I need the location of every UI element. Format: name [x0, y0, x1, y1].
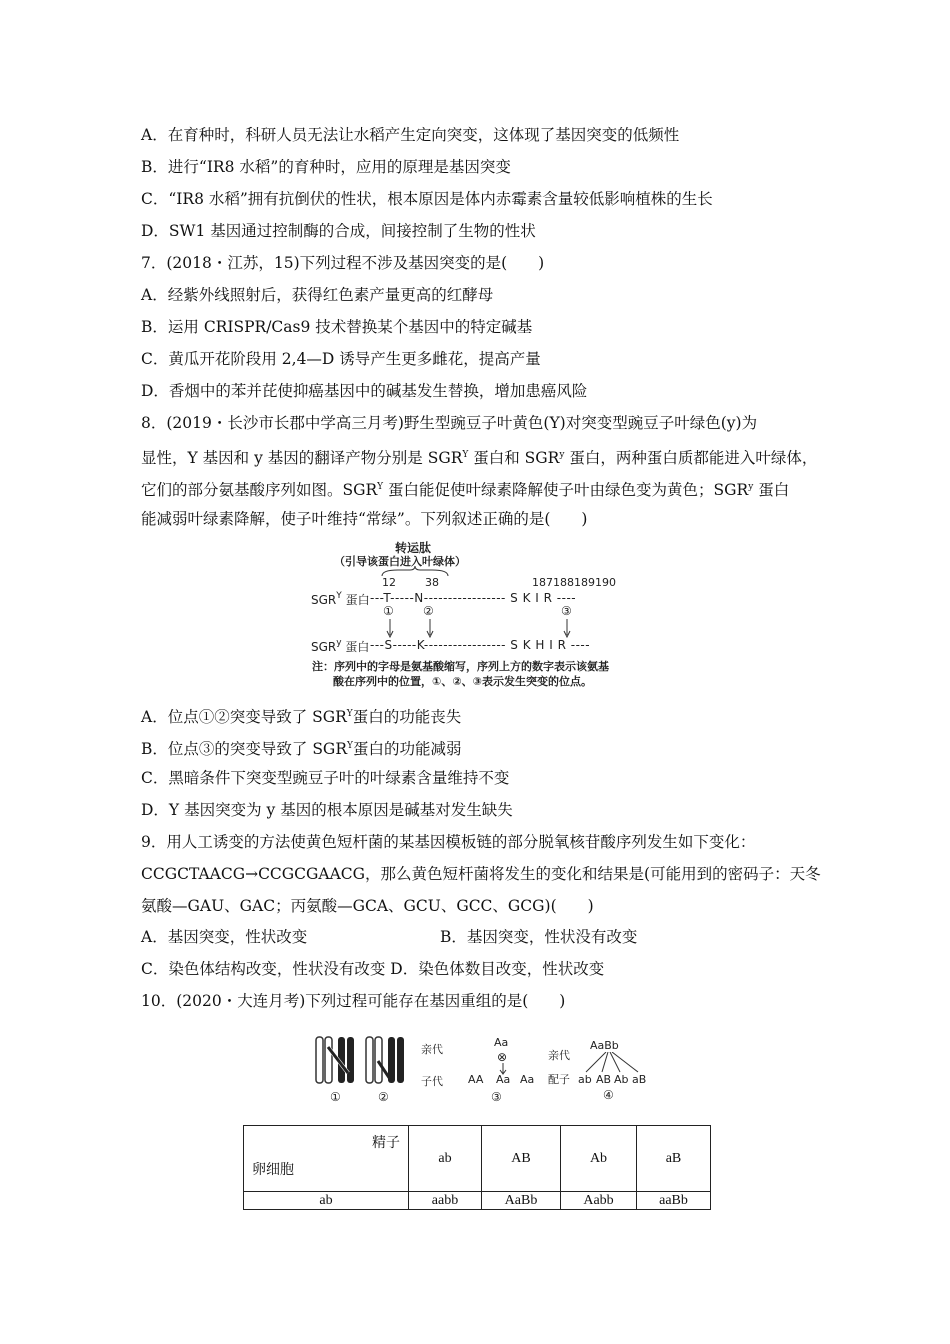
fig-row-sgrY-seq: ---T-----N----------------- S K I R ----: [370, 591, 577, 605]
fig-row-sgry: SGR$^y$ 蛋白: [311, 638, 370, 654]
q10-stem: 10．(2020・大连月考)下列过程可能存在基因重组的是( ): [141, 992, 566, 1010]
fig-label-3: ③: [491, 1090, 502, 1104]
fig-transit-peptide-title: 转运肽: [395, 541, 432, 555]
fig-aabb-parent: AaBb: [590, 1039, 619, 1052]
table-header: Ab: [561, 1126, 637, 1192]
fig-gamete-1: ab: [578, 1073, 592, 1086]
fig-site-1: ①: [383, 604, 394, 618]
q7-stem: 7．(2018・江苏，15)下列过程不涉及基因突变的是( ): [141, 254, 545, 272]
fig-child-label: 子代: [421, 1075, 443, 1088]
table-cell: aaBb: [637, 1192, 711, 1210]
q9-stem-line1: 9．用人工诱变的方法使黄色短杆菌的某基因模板链的部分脱氧核苷酸序列发生如下变化：: [141, 833, 756, 851]
fig-label-1: ①: [330, 1090, 341, 1104]
table-cell: Aabb: [561, 1192, 637, 1210]
fig-pos-38: 38: [425, 576, 439, 589]
fig-pos-187-190: 187188189190: [532, 576, 616, 589]
q8-stem-line2: 显性，Y 基因和 y 基因的翻译产物分别是 $SGR^Y$ 蛋白和 SGR$^y$ 蛋白，两种蛋白质都能进入叶绿体，: [141, 449, 818, 467]
table-header: ab: [409, 1126, 482, 1192]
q9-option-a: A．基因突变，性状改变: [141, 928, 308, 946]
fig-note-line1: 注：序列中的字母是氨基酸缩写，序列上方的数字表示该氨基: [312, 660, 609, 673]
sperm-header: 精子: [372, 1136, 400, 1151]
fig-gamete-arrows: [578, 1052, 648, 1074]
chromosome-pairs-figure: [310, 1033, 405, 1088]
table-header: AB: [482, 1126, 561, 1192]
q6-option-a: A．在育种时，科研人员无法让水稻产生定向突变，这体现了基因突变的低频性: [141, 126, 680, 144]
q6-option-b: B．进行“IR8 水稻”的育种时，应用的原理是基因突变: [141, 158, 511, 176]
q9-stem-line2: CCGCTAACG→CCGCGAACG，那么黄色短杆菌将发生的变化和结果是(可能用到的密码子：天冬: [141, 865, 821, 883]
q8-option-a: A．位点①②突变导致了 $SGR^Y$蛋白的功能丧失: [141, 708, 462, 726]
q7-option-b: B．运用 CRISPR/Cas9 技术替换某个基因中的特定碱基: [141, 318, 533, 336]
fig-selfing-symbol: ⊗: [497, 1050, 508, 1064]
fig-gamete-3: Ab: [614, 1073, 629, 1086]
q8-stem-line1: 8．(2019・长沙市长郡中学高三月考)野生型豌豆子叶黄色(Y)对突变型豌豆子叶绿色(y)为: [141, 414, 758, 432]
q7-option-d: D．香烟中的苯并芘使抑癌基因中的碱基发生替换，增加患癌风险: [141, 382, 588, 400]
table-row: [244, 1192, 711, 1210]
fig-offspring-3: Aa: [520, 1073, 535, 1086]
fig-site-3: ③: [561, 604, 572, 618]
q8-option-d: D．Y 基因突变为 y 基因的根本原因是碱基对发生缺失: [141, 801, 513, 819]
gamete-table: [243, 1125, 711, 1210]
q6-option-d: D．SW1 基因通过控制酶的合成，间接控制了生物的性状: [141, 222, 536, 240]
fig-offspring-2: Aa: [496, 1073, 511, 1086]
egg-header: 卵细胞: [252, 1163, 294, 1178]
fig-transit-peptide-subtitle: （引导该蛋白进入叶绿体）: [334, 555, 466, 568]
table-cell: aabb: [409, 1192, 482, 1210]
q9-option-b: B．基因突变，性状没有改变: [440, 928, 638, 946]
fig-gamete-2: AB: [596, 1073, 612, 1086]
fig-label-4: ④: [603, 1088, 614, 1102]
fig-row-sgrY: $SGR^Y$ 蛋白: [311, 591, 370, 607]
fig-gamete-label: 配子: [548, 1073, 570, 1086]
q8-stem-line4: 能减弱叶绿素降解，使子叶维持“常绿”。下列叙述正确的是( ): [141, 510, 588, 528]
fig-row-sgry-seq: ---S-----K----------------- S K H I R ----: [370, 638, 591, 652]
q9-option-cd: C．染色体结构改变，性状没有改变 D．染色体数目改变，性状改变: [141, 960, 605, 978]
fig-pos-12: 12: [382, 576, 396, 589]
q7-option-a: A．经紫外线照射后，获得红色素产量更高的红酵母: [141, 286, 494, 304]
q8-stem-line3: 它们的部分氨基酸序列如图。$SGR^Y$ 蛋白能促使叶绿素降解使子叶由绿色变为黄色；SGR$^y$ 蛋白: [141, 481, 790, 499]
fig-note-line2: 酸在序列中的位置，①、②、③表示发生突变的位点。: [333, 675, 592, 688]
fig-site-2: ②: [423, 604, 434, 618]
table-header: aB: [637, 1126, 711, 1192]
q7-option-c: C．黄瓜开花阶段用 2,4—D 诱导产生更多雌花，提高产量: [141, 350, 541, 368]
fig-label-2: ②: [378, 1090, 389, 1104]
table-row-label: ab: [244, 1192, 409, 1210]
q6-option-c: C．“IR8 水稻”拥有抗倒伏的性状，根本原因是体内赤霉素含量较低影响植株的生长: [141, 190, 713, 208]
table-cell: AaBb: [482, 1192, 561, 1210]
fig-arrows: [380, 617, 580, 639]
q8-option-b: B．位点③的突变导致了 $SGR^Y$蛋白的功能减弱: [141, 740, 462, 758]
q9-stem-line3: 氨酸—GAU、GAC；丙氨酸—GCA、GCU、GCC、GCG)( ): [141, 897, 594, 915]
q8-option-c: C．黑暗条件下突变型豌豆子叶的叶绿素含量维持不变: [141, 769, 510, 787]
fig-parent-label: 亲代: [421, 1043, 443, 1056]
fig-offspring-1: AA: [468, 1073, 484, 1086]
table-corner-cell: [244, 1126, 409, 1192]
fig-aa-parent: Aa: [494, 1036, 509, 1049]
fig-gamete-4: aB: [632, 1073, 647, 1086]
fig-parent-label-2: 亲代: [548, 1049, 570, 1062]
